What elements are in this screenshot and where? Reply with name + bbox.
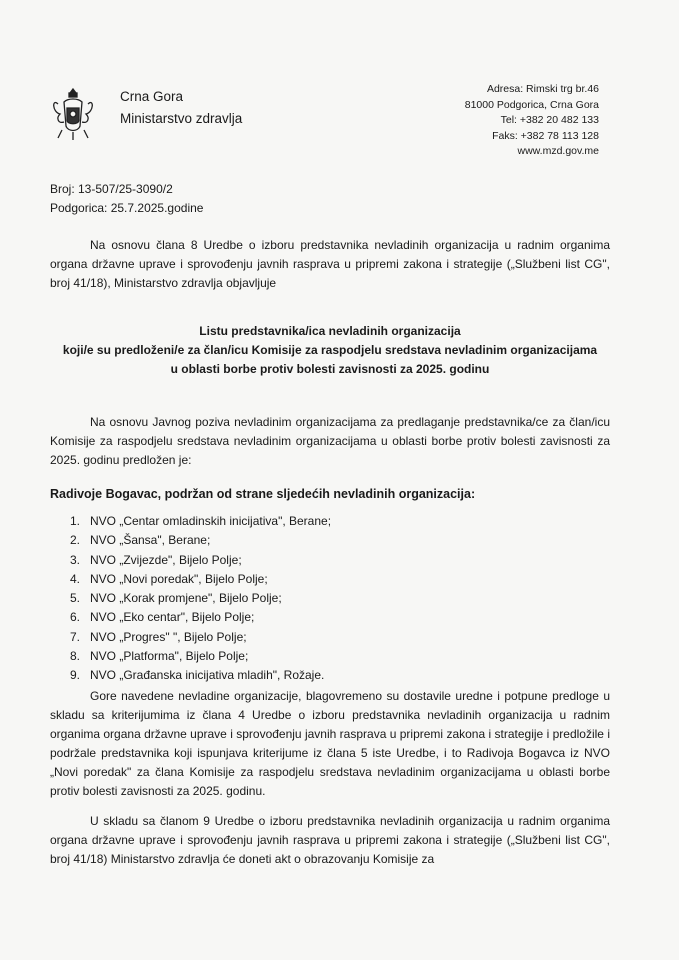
list-item: 2. NVO „Šansa", Berane; bbox=[70, 533, 211, 548]
list-item: 3. NVO „Zvijezde", Bijelo Polje; bbox=[70, 552, 242, 567]
fax-line: Faks: +382 78 113 128 bbox=[492, 129, 599, 142]
document-place-date: Podgorica: 25.7.2025.godine bbox=[50, 201, 204, 215]
document-meta bbox=[50, 180, 203, 218]
paragraph-3-text: U skladu sa članom 9 Uredbe o izboru predstavnika nevladinih organizacija u radnim organima organa državne uprave i sprovođenju javnih rasprava u pripremi zakona i strategije („Službeni list CG", broj 41/18) Ministarstvo zdravlja će doneti akt o obrazovanju Komisije za bbox=[50, 814, 610, 866]
list-item: 9. NVO „Građanska inicijativa mladih", Rožaje. bbox=[70, 668, 325, 683]
document-title bbox=[50, 322, 610, 379]
list-item: 6. NVO „Eko centar", Bijelo Polje; bbox=[70, 610, 255, 625]
intro-text: Na osnovu člana 8 Uredbe o izboru predstavnika nevladinih organizacija u radnim organima organa državne uprave i sprovođenju javnih rasprava u pripremi zakona i strategije („Službeni list CG", broj 41/18), Ministarstvo zdravlja objavljuje bbox=[50, 238, 610, 290]
title-line: Listu predstavnika/ica nevladinih organizacija bbox=[199, 324, 461, 338]
paragraph-2-text: Gore navedene nevladine organizacije, blagovremeno su dostavile uredne i potpune predloge u skladu sa kriterijumima iz člana 4 Uredbe o izboru predstavnika nevladinih organizacija u radnim organima organa državne uprave i sprovođenju javnih rasprava u pripremi zakona i strategije i predložile i podržale predstavnika koji ispunjava kriterijume iz člana 5 iste Uredbe, i to Radivoja Bogavca iz NVO „Novi poredak" za člana Komisije za raspodjelu sredstava nevladinim organizacijama u oblasti borbe protiv bolesti zavisnosti za 2025. godinu. bbox=[50, 689, 610, 798]
website-line: www.mzd.gov.me bbox=[517, 145, 599, 157]
list-item: 8. NVO „Platforma", Bijelo Polje; bbox=[70, 649, 249, 664]
title-line: u oblasti borbe protiv bolesti zavisnosti za 2025. godinu bbox=[170, 362, 490, 376]
coat-of-arms-icon bbox=[50, 86, 96, 142]
address-block bbox=[465, 82, 599, 160]
title-line: koji/e su predloženi/e za član/icu Komisije za raspodjelu sredstava nevladinim organizacijama bbox=[62, 343, 598, 357]
address-line: Adresa: Rimski trg br.46 bbox=[486, 83, 599, 95]
document-number: Broj: 13-507/25-3090/2 bbox=[50, 182, 173, 196]
intro-paragraph bbox=[50, 236, 610, 293]
paragraph-3 bbox=[50, 812, 610, 869]
paragraph-1-text: Na osnovu Javnog poziva nevladinim organizacijama za predlaganje predstavnika/ce za član/icu Komisije za raspodjelu sredstava nevladinim organizacijama u oblasti borbe protiv bolesti zavisnosti za 2025. godinu predložen je: bbox=[50, 415, 610, 467]
paragraph-2 bbox=[50, 687, 610, 801]
list-item: 5. NVO „Korak promjene", Bijelo Polje; bbox=[70, 591, 282, 606]
list-item: 7. NVO „Progres" ", Bijelo Polje; bbox=[70, 629, 247, 644]
address-line: 81000 Podgorica, Crna Gora bbox=[464, 98, 599, 111]
list-item: 1. NVO „Centar omladinskih inicijativa", Berane; bbox=[70, 514, 332, 528]
list-item: 4. NVO „Novi poredak", Bijelo Polje; bbox=[70, 571, 268, 586]
country-name: Crna Gora bbox=[120, 89, 184, 104]
ngo-list bbox=[70, 512, 331, 686]
ministry-header bbox=[120, 86, 242, 130]
paragraph-1 bbox=[50, 413, 610, 470]
ministry-name: Ministarstvo zdravlja bbox=[120, 111, 243, 126]
candidate-heading: Radivoje Bogavac, podržan od strane sljedećih nevladinih organizacija: bbox=[50, 487, 476, 501]
phone-line: Tel: +382 20 482 133 bbox=[500, 114, 599, 126]
